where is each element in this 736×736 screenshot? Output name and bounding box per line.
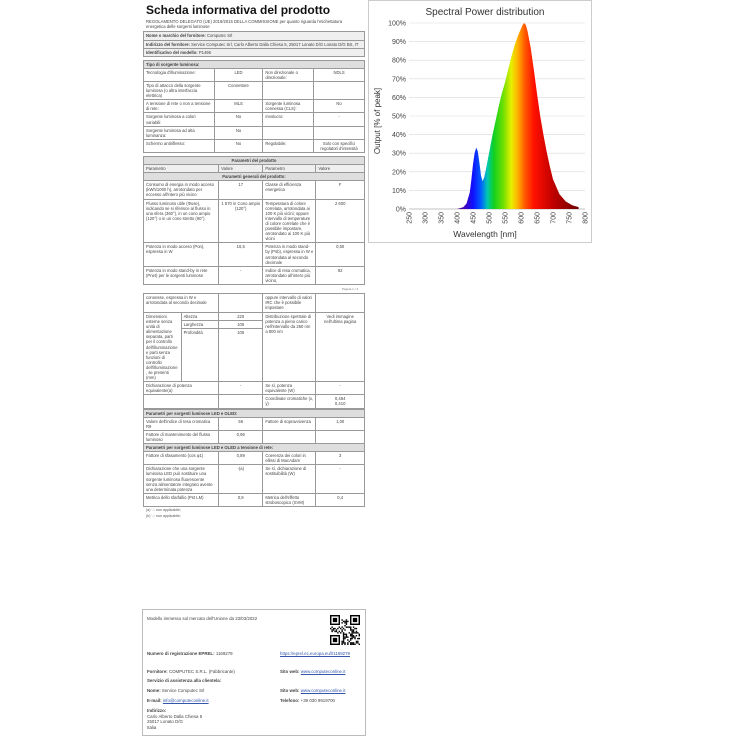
table-cell bbox=[219, 293, 263, 312]
table-row bbox=[144, 382, 365, 395]
table-cell: Metrica dell'effetto stroboscopico (SVM) bbox=[263, 493, 316, 506]
table-cell bbox=[314, 81, 365, 99]
email-label: E-mail: bbox=[147, 698, 162, 703]
table-cell: No bbox=[214, 126, 263, 139]
type-header: Tipo di sorgente luminosa: bbox=[144, 60, 365, 68]
table-cell: 92 bbox=[316, 266, 365, 284]
table-cell: 0,50 bbox=[316, 243, 365, 266]
table-cell: Sorgente luminosa ad alta luminanza: bbox=[144, 126, 215, 139]
x-tick-label: 750 bbox=[566, 212, 574, 224]
table-cell: Potenza in modo stand-by (Psb), espressa in W e arrotondata al secondo decimale bbox=[263, 243, 316, 266]
type-table bbox=[143, 60, 365, 153]
footer-supplier-value: COMPUTEC S.R.L. (Fabbricante) bbox=[168, 669, 235, 674]
depth-label: Profondità bbox=[181, 329, 219, 382]
phone-value: +39 030 9919700 bbox=[300, 698, 335, 703]
chart-title: Spectral Power distribution bbox=[425, 7, 545, 18]
type-rows bbox=[144, 68, 365, 152]
qr-code-icon bbox=[330, 615, 360, 645]
table-cell: - bbox=[316, 465, 365, 493]
table-cell: Dichiarazione che una sorgente luminosa LED può sostituire una sorgente luminosa fluorescente senza alimentatore integrato avente una determinata potenza bbox=[144, 465, 219, 493]
y-tick-label: 50% bbox=[391, 113, 406, 121]
general-rows bbox=[144, 181, 365, 285]
table-cell: Sorgente luminosa connessa (CLS): bbox=[263, 100, 314, 113]
supplier-label: Nome o marchio del fornitore: bbox=[146, 33, 206, 39]
x-tick-label: 800 bbox=[582, 212, 590, 224]
led-table bbox=[143, 409, 365, 507]
params-table-cont bbox=[143, 293, 365, 409]
x-tick-label: 700 bbox=[550, 212, 558, 224]
x-tick-label: 550 bbox=[502, 212, 510, 224]
table-cell: Sorgente luminosa a colori variabili: bbox=[144, 113, 215, 126]
x-tick-label: 450 bbox=[470, 212, 478, 224]
x-tick-label: 400 bbox=[454, 212, 462, 224]
footnote-b: (b) '-': non applicabile; bbox=[146, 513, 181, 518]
table-cell: - bbox=[219, 382, 263, 395]
table-row bbox=[144, 68, 365, 81]
eprel-value: 1169279 bbox=[215, 651, 233, 656]
col-header-value-2: Valore bbox=[316, 165, 365, 173]
name-value: Service Computec Srl bbox=[161, 688, 205, 693]
x-tick-label: 350 bbox=[438, 212, 446, 224]
table-cell: Tipo di attacco della sorgente luminosa (o altra interfaccia elettrica) bbox=[144, 81, 215, 99]
web2-label: Sito web: bbox=[280, 688, 300, 693]
table-cell bbox=[219, 395, 263, 408]
web-label: Sito web: bbox=[280, 669, 300, 674]
table-cell: connesse, espressa in W e arrotondata al secondo decimale bbox=[144, 293, 219, 312]
table-cell bbox=[314, 126, 365, 139]
led-rows bbox=[144, 417, 365, 443]
table-cell: Flusso luminoso utile (Φuse), indicando se si riferisce al flusso in una sfera (360°), in un cono ampio (120°) o in un cono stretto (90°) bbox=[144, 199, 219, 243]
table-cell: 16,5 bbox=[219, 243, 263, 266]
table-row bbox=[144, 430, 365, 443]
table-cell bbox=[263, 81, 314, 99]
table-cell: Involucro: bbox=[263, 113, 314, 126]
table-row bbox=[144, 181, 365, 199]
table-cell: No bbox=[214, 113, 263, 126]
table-cell: A tensione di rete o non a tensione di rete: bbox=[144, 100, 215, 113]
table-row bbox=[144, 139, 365, 152]
y-tick-label: 80% bbox=[391, 57, 406, 65]
dimensions-label: Dimensioni esterne senza unità di alimentazione separata, parti per il controllo dell'illuminazione e parti senza funzioni di controllo dell'illuminazione, se presenti (mm) bbox=[144, 312, 182, 381]
y-tick-label: 60% bbox=[391, 94, 406, 102]
table-cell: Regolabile: bbox=[263, 139, 314, 152]
model-row bbox=[144, 48, 365, 56]
table-row bbox=[144, 395, 365, 408]
mains-header: Parametri per sorgenti luminose LED e OLED a tensione di rete: bbox=[144, 444, 365, 452]
x-tick-label: 300 bbox=[422, 212, 430, 224]
table-cell: Classe di efficienza energetica bbox=[263, 181, 316, 199]
y-axis-label: Output [% of peak] bbox=[373, 87, 382, 155]
table-cell: Se sì, dichiarazione di sostituibilità (W) bbox=[263, 465, 316, 493]
depth-value: 105 bbox=[219, 329, 263, 382]
width-label: Larghezza bbox=[181, 321, 219, 329]
addr-line-3: Italia bbox=[147, 724, 157, 730]
address-label: Indirizzo del fornitore: bbox=[146, 41, 190, 47]
table-row bbox=[144, 293, 365, 312]
table-cell: No bbox=[214, 139, 263, 152]
width-value: 105 bbox=[219, 321, 263, 329]
regulation-subtitle: REGOLAMENTO DELEGATO (UE) 2019/2015 DELLA COMMISSIONE per quanto riguarda l'etichettatura energetica delle sorgenti luminose bbox=[146, 19, 343, 30]
table-cell bbox=[263, 430, 316, 443]
cont-rows bbox=[144, 293, 365, 312]
registration-footer bbox=[142, 609, 366, 736]
spectral-chart-svg bbox=[369, 1, 591, 242]
address-value: Service Computec Srl, Carlo Alberto Dalla Chiesa 5, 25017 Lonato D/G Lonato D/G BS, IT bbox=[191, 41, 359, 47]
height-value: 220 bbox=[219, 312, 263, 320]
table-cell: 0,9 bbox=[219, 493, 263, 506]
table-row bbox=[144, 493, 365, 506]
table-cell: Potenza in modo acceso (Pon), espressa in W bbox=[144, 243, 219, 266]
y-tick-label: 0% bbox=[395, 206, 406, 214]
table-cell: Non direzionale o direzionale: bbox=[263, 68, 314, 81]
table-cell: Fattore di sfasamento (cos φ1) bbox=[144, 452, 219, 465]
model-value: P1496 bbox=[198, 49, 211, 55]
spd-value: Vedi immagine nell'ultima pagina bbox=[316, 312, 365, 381]
table-cell bbox=[316, 293, 365, 312]
table-cell: Solo con specifici regolatori d'intensità bbox=[314, 139, 365, 152]
addr-line-1: Carlo Alberto Dalla Chiesa 5 bbox=[147, 713, 203, 719]
table-row bbox=[144, 452, 365, 465]
col-header-value: Valore bbox=[219, 165, 263, 173]
table-cell: 0,89 bbox=[219, 452, 263, 465]
x-tick-label: 500 bbox=[486, 212, 494, 224]
table-row bbox=[144, 100, 365, 113]
table-cell: - bbox=[219, 266, 263, 284]
spd-label: Distribuzione spettrale di potenza a pieno carico nell'intervallo da 250 nm a 800 nm bbox=[263, 312, 316, 381]
table-row bbox=[144, 199, 365, 243]
table-cell: 2 600 bbox=[316, 199, 365, 243]
table-cell: Fattore di sopravvivenza bbox=[263, 417, 316, 430]
assist-label: Servizio di assistenza alla clientela: bbox=[147, 678, 222, 683]
email-link[interactable]: info@computeconline.it bbox=[162, 698, 209, 703]
table-row bbox=[144, 243, 365, 266]
y-tick-label: 30% bbox=[391, 150, 406, 158]
table-cell: Coerenza dei colori in ellissi di MacAdam bbox=[263, 452, 316, 465]
table-cell: Se sì, potenza equivalente (W) bbox=[263, 382, 316, 395]
params-table bbox=[143, 156, 365, 285]
name-label: Nome: bbox=[147, 688, 161, 693]
params-header: Parametri del prodotto bbox=[144, 157, 365, 165]
extra-rows bbox=[144, 382, 365, 408]
supplier-value: Computec Srl bbox=[206, 33, 233, 39]
table-cell: NDLS bbox=[314, 68, 365, 81]
table-cell: 1,00 bbox=[316, 417, 365, 430]
table-cell: Fattore di mantenimento del flusso luminoso bbox=[144, 430, 219, 443]
x-tick-label: 600 bbox=[518, 212, 526, 224]
table-cell: Coordinate cromatiche (x, y) bbox=[263, 395, 316, 408]
table-cell: - bbox=[316, 382, 365, 395]
table-cell: 3 bbox=[316, 452, 365, 465]
table-cell bbox=[316, 430, 365, 443]
table-cell: 0,96 bbox=[219, 430, 263, 443]
y-tick-label: 70% bbox=[391, 76, 406, 84]
table-cell: MLS bbox=[214, 100, 263, 113]
table-cell: Schermo antiriflesso: bbox=[144, 139, 215, 152]
address-row bbox=[144, 40, 365, 48]
spectral-chart bbox=[368, 0, 592, 243]
led-header: Parametri per sorgenti luminose LED e OLED: bbox=[144, 409, 365, 417]
eprel-label: Numero di registrazione EPREL: bbox=[147, 651, 215, 656]
table-cell: LED bbox=[214, 68, 263, 81]
table-cell: - bbox=[314, 113, 365, 126]
footnote-a: (a) '-': non applicabile; bbox=[146, 507, 181, 512]
table-cell: Potenza in modo stand-by in rete (Pnet) per le sorgenti luminose bbox=[144, 266, 219, 284]
web2-link[interactable]: www.computeconline.it bbox=[300, 688, 346, 693]
table-cell: Tecnologia d'illuminazione: bbox=[144, 68, 215, 81]
table-cell: 17 bbox=[219, 181, 263, 199]
table-cell: Connettore bbox=[214, 81, 263, 99]
y-tick-label: 10% bbox=[391, 187, 406, 195]
model-label: Identificativo del modello: bbox=[146, 49, 198, 55]
col-header-parameter: Parametro bbox=[144, 165, 219, 173]
table-cell: 56 bbox=[219, 417, 263, 430]
y-tick-label: 20% bbox=[391, 169, 406, 177]
table-cell: 1 570 in Cono ampio (120°) bbox=[219, 199, 263, 243]
market-date: Modello immesso sul mercato dell'Unione da 23/03/2022 bbox=[147, 616, 258, 621]
table-cell: 0,464 0,410 bbox=[316, 395, 365, 408]
x-tick-label: 650 bbox=[534, 212, 542, 224]
supplier-row bbox=[144, 32, 365, 40]
table-cell: Valore dell'indice di resa cromatica R9 bbox=[144, 417, 219, 430]
table-cell bbox=[263, 126, 314, 139]
table-cell: F bbox=[316, 181, 365, 199]
table-cell: Indice di resa cromatica, arrotondato all'intero più vicino, bbox=[263, 266, 316, 284]
mains-rows bbox=[144, 452, 365, 507]
y-tick-label: 40% bbox=[391, 132, 406, 140]
table-cell: Dichiarazione di potenza equivalente(a) bbox=[144, 382, 219, 395]
y-tick-label: 90% bbox=[391, 39, 406, 47]
table-row bbox=[144, 266, 365, 284]
table-cell: Metrica dello sfarfallio (Pst LM) bbox=[144, 493, 219, 506]
y-tick-label: 100% bbox=[388, 20, 406, 28]
table-cell bbox=[144, 395, 219, 408]
sheet-title: Scheda informativa del prodotto bbox=[146, 3, 331, 17]
web-link[interactable]: www.computeconline.it bbox=[300, 669, 346, 674]
addr-label: Indirizzo: bbox=[147, 708, 167, 713]
page-number: Pagina 1 / 4 bbox=[341, 286, 358, 291]
eprel-link[interactable]: https://eprel.ec.europa.eu/l/1169279 bbox=[280, 651, 350, 656]
table-cell: 0,4 bbox=[316, 493, 365, 506]
table-cell: -(a) bbox=[219, 465, 263, 493]
table-row bbox=[144, 81, 365, 99]
supplier-table bbox=[143, 31, 365, 56]
x-axis-label: Wavelength [nm] bbox=[453, 229, 517, 239]
table-row bbox=[144, 113, 365, 126]
table-cell: No bbox=[314, 100, 365, 113]
general-header: Parametri generali del prodotto: bbox=[144, 173, 365, 181]
table-row bbox=[144, 417, 365, 430]
col-header-parameter-2: Parametro bbox=[263, 165, 316, 173]
footer-supplier-label: Fornitore: bbox=[147, 669, 168, 674]
table-row bbox=[144, 465, 365, 493]
addr-line-2: 25017 Lonato D/G bbox=[147, 719, 183, 725]
height-label: Altezza bbox=[181, 312, 219, 320]
phone-label: Telefono: bbox=[280, 698, 300, 703]
x-tick-label: 250 bbox=[406, 212, 414, 224]
table-cell: Temperatura di colore correlata, arrotondata ai 100 K più vicini; oppure intervallo di temperature di colore correlate che è possibile impostare, arrotondato ai 100 K più vicini bbox=[263, 199, 316, 243]
table-cell: Consumo di energia in modo acceso (kWh/1000 h), arrotondato per eccesso all'intero più vicino bbox=[144, 181, 219, 199]
table-row bbox=[144, 126, 365, 139]
table-cell: oppure intervallo di valori IRC che è possibile impostare bbox=[263, 293, 316, 312]
